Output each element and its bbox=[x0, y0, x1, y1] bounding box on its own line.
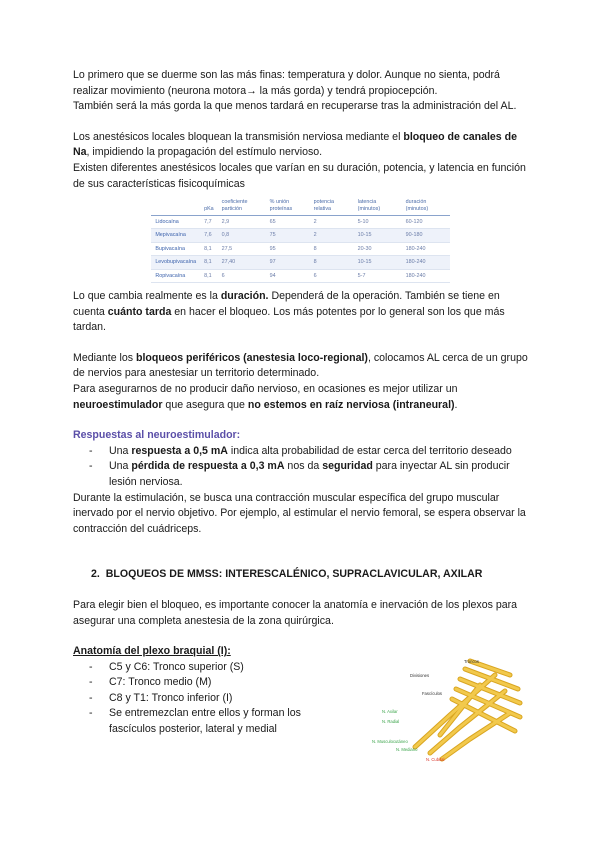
section-heading bbox=[91, 567, 528, 583]
text: Los anestésicos locales bloquean la transmisión nerviosa mediante el bbox=[73, 130, 404, 143]
section-title: BLOQUEOS DE MMSS: INTERESCALÉNICO, SUPRACLAVICULAR, AXILAR bbox=[105, 568, 483, 581]
table-cell: 180-240 bbox=[402, 256, 450, 269]
column-header: % unión proteínas bbox=[266, 196, 310, 215]
list-item: - C7: Tronco medio (M) bbox=[73, 675, 323, 691]
table-cell: 6 bbox=[310, 269, 354, 282]
table-cell: Levobupivacaína bbox=[151, 256, 200, 269]
table-cell: Mepivacaína bbox=[151, 229, 200, 242]
list-item: - C5 y C6: Tronco superior (S) bbox=[73, 660, 323, 676]
table-cell: 65 bbox=[266, 215, 310, 228]
table-cell: 97 bbox=[266, 256, 310, 269]
table-cell: 2,9 bbox=[218, 215, 266, 228]
table-cell: 8 bbox=[310, 256, 354, 269]
table-cell: 90-180 bbox=[402, 229, 450, 242]
anatomy-heading: Anatomía del plexo braquial (I): bbox=[73, 645, 231, 658]
table-row bbox=[151, 242, 449, 255]
column-header: duración (minutos) bbox=[402, 196, 450, 215]
bold-text: duración. bbox=[220, 290, 269, 302]
text: Para asegurarnos de no producir daño nervioso, en ocasiones es mejor utilizar un bbox=[73, 382, 458, 395]
table-header-row bbox=[151, 196, 449, 215]
paragraph-choose-block: Para elegir bien el bloqueo, es importante conocer la anatomía e inervación de los plexos para asegurar una completa anestesia de la zona quirúrgica. bbox=[73, 598, 518, 627]
table-row bbox=[151, 256, 449, 269]
text: Mediante los bbox=[73, 351, 137, 364]
text: Una bbox=[109, 444, 132, 457]
label-axilar: N. Axilar bbox=[382, 709, 398, 714]
table-cell: 95 bbox=[266, 242, 310, 255]
list-item: - C8 y T1: Tronco inferior (I) bbox=[73, 691, 323, 707]
text: Una bbox=[109, 460, 132, 473]
bold-text: respuesta a 0,5 mA bbox=[131, 444, 228, 457]
text: Existen diferentes anestésicos locales que varían en su duración, potencia, y latencia en función de sus características fisicoquímicas bbox=[73, 161, 526, 190]
column-header: latencia (minutos) bbox=[354, 196, 402, 215]
text: nos da bbox=[284, 460, 323, 473]
paragraph-local-anesthetics bbox=[73, 130, 528, 192]
text: indica alta probabilidad de estar cerca del territorio deseado bbox=[227, 444, 512, 457]
paragraph-stimulation: Durante la estimulación, se busca una contracción muscular específica del grupo muscular inervado por el nervio objetivo. Por ejemplo, al estimular el nervio femoral, se espera observar la contracción del cuádriceps. bbox=[73, 491, 526, 535]
table-cell: Bupivacaína bbox=[151, 242, 200, 255]
column-header bbox=[151, 196, 200, 215]
table-cell: 180-240 bbox=[402, 269, 450, 282]
column-header: potencia relativa bbox=[310, 196, 354, 215]
text: para inyectar AL sin producir lesión nerviosa. bbox=[109, 460, 510, 488]
table-row bbox=[151, 215, 449, 228]
table-cell: 0,8 bbox=[218, 229, 266, 242]
responses-list bbox=[73, 444, 528, 491]
bold-text: neuroestimulador bbox=[73, 398, 163, 411]
anesthetics-table-wrapper bbox=[73, 196, 528, 283]
table-cell: 20-30 bbox=[354, 242, 402, 255]
bold-text: pérdida de respuesta a 0,3 mA bbox=[131, 460, 285, 473]
table-cell: Lidocaína bbox=[151, 215, 200, 228]
label-radial: N. Radial bbox=[382, 719, 400, 724]
table-cell: 5-7 bbox=[354, 269, 402, 282]
column-header: pKa bbox=[200, 196, 218, 215]
text: Lo primero que se duerme son las más finas: temperatura y dolor. Aunque no sienta, podrá realizar movimiento (neurona motora→ la más gorda) y tendrá propiocepción. bbox=[73, 69, 500, 97]
table-cell: 60-120 bbox=[402, 215, 450, 228]
bold-text: cuánto tarda bbox=[107, 305, 172, 318]
text: , colocamos AL cerca de un grupo de nervios para anestesiar un territorio determinado. bbox=[73, 351, 528, 380]
table-cell: 2 bbox=[310, 229, 354, 242]
table-cell: 8,1 bbox=[200, 269, 218, 282]
text: También será la más gorda la que menos tardará en recuperarse tras la administración del AL. bbox=[73, 100, 517, 113]
table-cell: 27,5 bbox=[218, 242, 266, 255]
table-cell: 6 bbox=[218, 269, 266, 282]
table-cell: 27,40 bbox=[218, 256, 266, 269]
column-header: coeficiente partición bbox=[218, 196, 266, 215]
label-fasciculos: Fascículos bbox=[422, 691, 443, 696]
table-cell: 180-240 bbox=[402, 242, 450, 255]
label-divisiones: Divisiones bbox=[410, 673, 430, 678]
table-row bbox=[151, 229, 449, 242]
bold-text: bloqueos periféricos (anestesia loco-regional) bbox=[136, 351, 368, 364]
label-mediano: N. Mediano bbox=[396, 747, 418, 752]
table-cell: 8,1 bbox=[200, 256, 218, 269]
text: , impidiendo la propagación del estímulo nervioso. bbox=[86, 146, 323, 159]
paragraph-duration bbox=[73, 289, 528, 336]
table-cell: 75 bbox=[266, 229, 310, 242]
text: en hacer el bloqueo. Los más potentes por lo general son los que más tardan. bbox=[73, 305, 505, 334]
section-number: 2. bbox=[91, 568, 100, 581]
brachial-plexus-figure bbox=[360, 655, 526, 767]
paragraph-nerve-fibers bbox=[73, 68, 528, 115]
bold-text: seguridad bbox=[322, 460, 373, 473]
anesthetics-table bbox=[151, 196, 449, 283]
table-cell: 10-15 bbox=[354, 256, 402, 269]
table-cell: 94 bbox=[266, 269, 310, 282]
paragraph-peripheral-blocks bbox=[73, 351, 528, 413]
bold-text: no estemos en raíz nerviosa (intraneural) bbox=[247, 398, 455, 411]
list-item bbox=[73, 444, 528, 460]
table-row bbox=[151, 269, 449, 282]
responses-heading: Respuestas al neuroestimulador: bbox=[73, 429, 241, 442]
label-musculocutaneo: N. Musculocutáneo bbox=[372, 739, 408, 744]
document-body bbox=[73, 68, 528, 738]
table-cell: 10-15 bbox=[354, 229, 402, 242]
table-cell: 8,1 bbox=[200, 242, 218, 255]
label-cubital: N. Cubital bbox=[426, 757, 445, 762]
table-cell: Ropivacaína bbox=[151, 269, 200, 282]
table-cell: 2 bbox=[310, 215, 354, 228]
text: Lo que cambia realmente es la bbox=[73, 290, 221, 302]
text: que asegura que bbox=[162, 398, 248, 411]
list-item bbox=[73, 459, 528, 490]
table-cell: 8 bbox=[310, 242, 354, 255]
table-cell: 5-10 bbox=[354, 215, 402, 228]
bold-text: bloqueo de canales de Na bbox=[73, 130, 517, 159]
table-cell: 7,7 bbox=[200, 215, 218, 228]
anatomy-list bbox=[73, 660, 323, 738]
table-cell: 7,6 bbox=[200, 229, 218, 242]
list-item: - Se entremezclan entre ellos y forman los fascículos posterior, lateral y medial bbox=[73, 706, 323, 737]
text: . bbox=[454, 398, 458, 411]
text: Dependerá de la operación. También se tiene en cuenta bbox=[73, 290, 500, 318]
label-troncos: Troncos bbox=[464, 659, 479, 664]
